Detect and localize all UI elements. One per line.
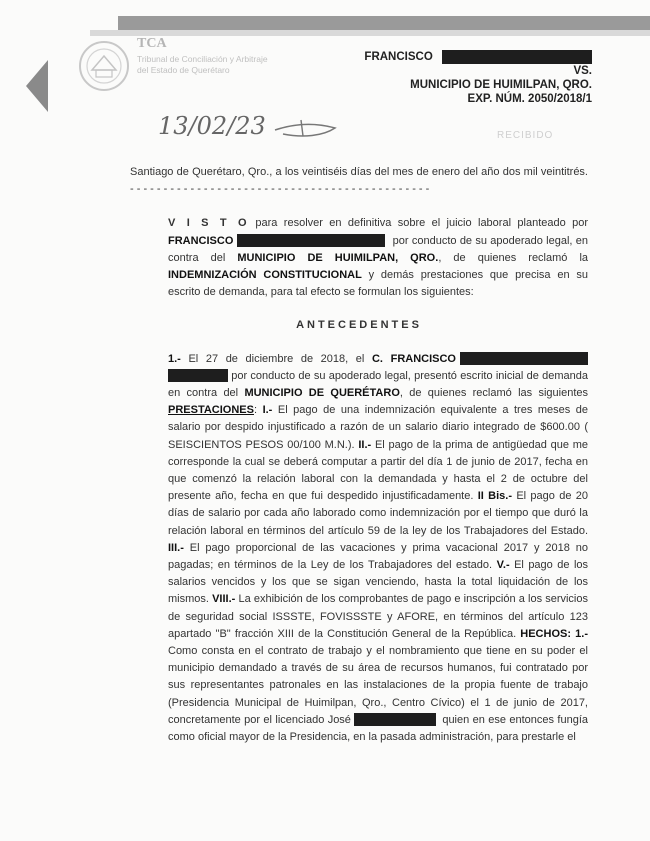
defendant-name: MUNICIPIO DE HUIMILPAN, QRO. — [410, 79, 592, 92]
received-stamp: RECIBIDO — [497, 130, 554, 141]
expediente-number: EXP. NÚM. 2050/2018/1 — [467, 93, 592, 106]
logo-text: TCA — [137, 36, 167, 51]
plaintiff-line: FRANCISCO — [364, 50, 592, 64]
redaction-block — [168, 369, 228, 382]
redaction-block — [237, 234, 385, 247]
redaction-block — [460, 352, 588, 365]
scan-edge-mark — [26, 60, 48, 112]
document-body — [130, 164, 588, 746]
handwritten-date: 13/02/23 — [158, 112, 343, 140]
case-header — [364, 50, 592, 106]
scan-shadow — [90, 30, 650, 36]
antecedente-1: 1.- El 27 de diciembre de 2018, el C. FRANCISCO por conducto de su apoderado legal, presentó escrito inicial de demanda en contra del MUNICIPIO DE QUERÉTARO, de quienes reclamó las siguientes PRESTACIONES: I.- El pago de una indemnización equivalente a tres meses de salario por despido injustificado a razón de un salario diario integrado de $600.00 ( SEISCIENTOS PESOS 00/100 M.N.). II.- El pago de la prima de antigüedad que me corresponde la cual se deberá computar a partir del día 1 de junio de 2017, fecha en que comenzó la relación laboral con la demandada y hasta el 2 de octubre del presente año, fecha en que fui despedido injustificadamente. II Bis.- El pago de 20 días de salario por cada año laborado como indemnización por el tiempo que duró la relación laboral en términos del artículo 59 de la ley de los Trabajadores del Estado. III.- El pago proporcional de las vacaciones y prima vacacional 2017 y 2018 no pagadas; en términos de la Ley de los Trabajadores del estado. V.- El pago de los salarios vencidos y los que se sigan venciendo, hasta la total liquidación de los mismos. VIII.- La exhibición de los comprobantes de pago e inscripción a los servicios de seguridad social ISSSTE, FOVISSSTE y AFORE, en términos del artículo 123 apartado "B" fracción XIII de la Constitución General de la República. HECHOS: 1.- Como consta en el contrato de trabajo y el nombramiento que tiene en su poder el municipio demandado a través de su área de recursos humanos, fui contratado por sus representantes patronales en las instalaciones de la propia fuente de trabajo (Presidencia Municipal de Huimilpan, Qro., Centro Cívico) el 1 de junio de 2017, concretamente por el licenciado José quien en ese entonces fungía como oficial mayor de la Presidencia, en la pasada administración, para prestarle el — [168, 352, 589, 744]
visto-paragraph: V I S T O para resolver en definitiva sobre el juicio laboral planteado por FRANCISCO por conducto de su apoderado legal, en contra del MUNICIPIO DE HUIMILPAN, QRO., de quienes reclamó la INDEMNIZACIÓN CONSTITUCIONAL y demás prestaciones que precisa en su escrito de demanda, para tal efecto se formulan los siguientes: — [168, 217, 589, 299]
signature-scribble-icon — [273, 116, 343, 140]
intro-paragraph: Santiago de Querétaro, Qro., a los veintiséis días del mes de enero del año dos mil veintitrés. - - - - - - - - - - - - - - - - - - - - - - - - - - - - - - - - - - - - - - - - - - - - - — [130, 166, 588, 196]
redaction-block — [442, 50, 592, 64]
seal-logo-icon — [78, 40, 130, 92]
vs-label: VS. — [573, 65, 592, 78]
logo-subtitle: Tribunal de Conciliación y Arbitraje del Estado de Querétaro — [137, 54, 268, 75]
section-heading-antecedentes: ANTECEDENTES — [296, 319, 422, 332]
redaction-block — [354, 713, 436, 726]
